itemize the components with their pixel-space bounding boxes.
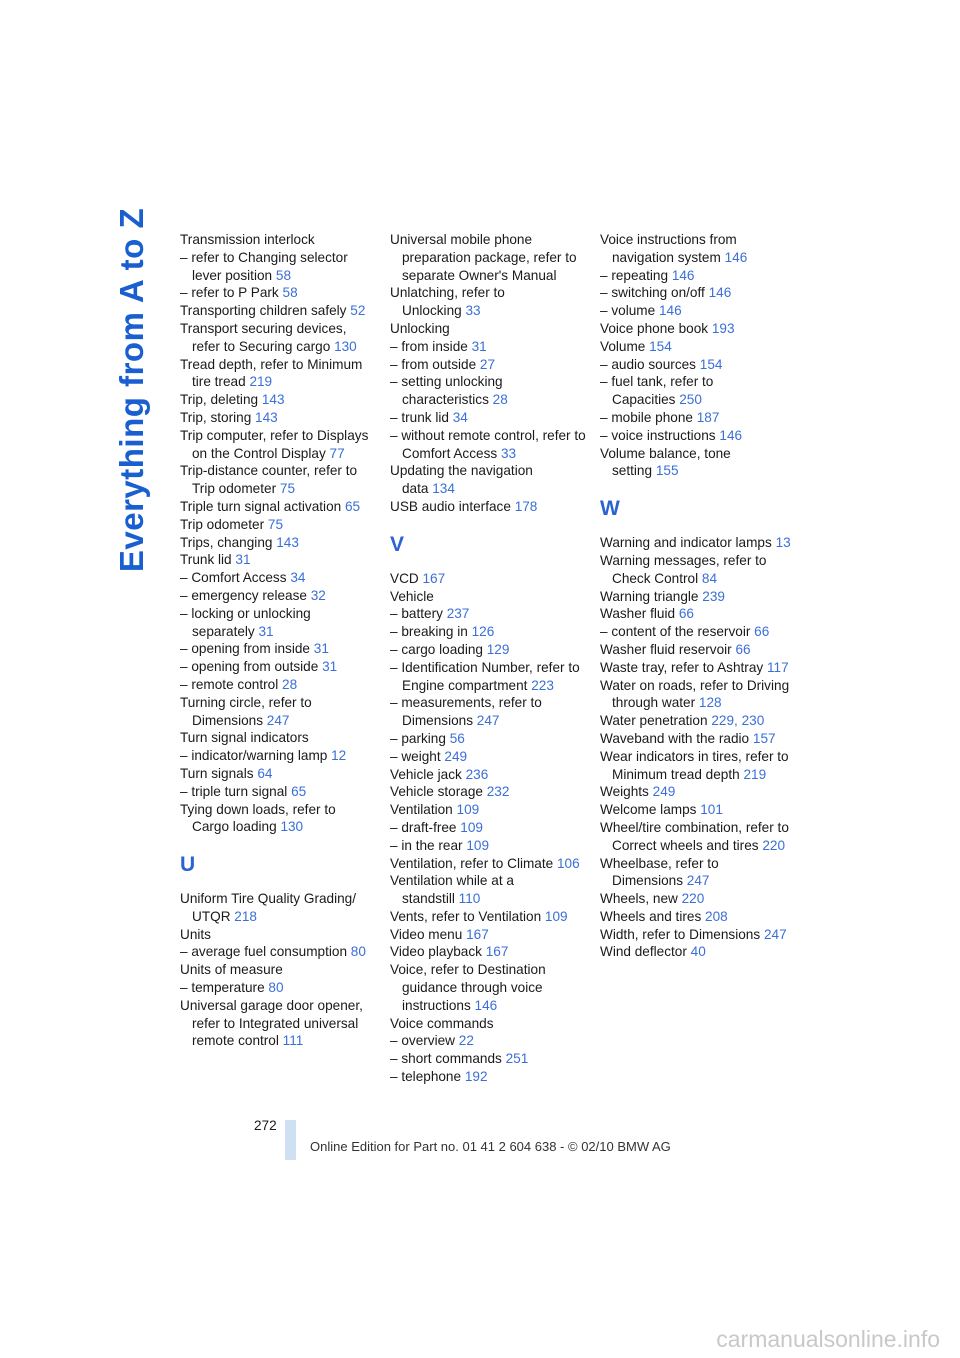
index-entry [180, 997, 376, 1050]
page-link[interactable]: 146 [671, 267, 695, 283]
entry-text: Transmission interlock [180, 232, 315, 247]
entry-text: Warning messages, refer to Check Control [600, 552, 767, 586]
entry-text: – temperature [180, 980, 265, 996]
entry-text: Wind deflector [600, 944, 687, 960]
index-entry [390, 231, 586, 284]
page-link[interactable]: 178 [514, 498, 538, 514]
index-entry [600, 783, 796, 801]
page-link[interactable]: 154 [649, 338, 672, 354]
page-link[interactable]: 117 [766, 659, 789, 675]
entry-text: – indicator/warning lamp [180, 748, 328, 764]
index-entry [180, 926, 376, 944]
page-link[interactable]: 75 [279, 481, 296, 497]
entry-text: – from inside [390, 338, 468, 354]
index-entry [600, 730, 796, 748]
page-link[interactable]: 13 [775, 535, 791, 551]
index-entry [600, 943, 796, 961]
index-entry [180, 694, 376, 730]
index-entry [390, 338, 586, 356]
entry-text: Wear indicators in tires, refer to Minimum tread depth [600, 748, 789, 782]
index-entry [600, 819, 796, 855]
page-link[interactable]: 80 [350, 944, 366, 960]
page-link[interactable]: 146 [708, 285, 732, 301]
page-link[interactable]: 66 [735, 641, 751, 657]
section-letter: V [390, 532, 405, 556]
page-link[interactable]: 34 [290, 570, 306, 586]
index-entry [600, 588, 796, 606]
index-entry [180, 890, 376, 926]
index-entry [180, 534, 376, 552]
entry-text: Units of measure [180, 962, 283, 978]
entry-text: Unlocking [390, 320, 450, 336]
index-entry [390, 462, 586, 498]
entry-text: – measurements, refer to Dimensions [390, 695, 542, 729]
entry-text: Warning triangle [600, 588, 699, 604]
entry-text: Transporting children safely [180, 303, 347, 319]
side-title [112, 207, 152, 573]
entry-text: Welcome lamps [600, 802, 697, 818]
entry-text: Video playback [390, 944, 482, 960]
entry-text: – triple turn signal [180, 783, 288, 799]
entry-text: Waveband with the radio [600, 730, 750, 746]
page-link[interactable]: 66 [678, 606, 694, 622]
index-entry [600, 338, 796, 356]
entry-text: Turn signal indicators [180, 730, 309, 746]
entry-text: – Comfort Access [180, 570, 287, 586]
entry-text: – emergency release [180, 587, 307, 603]
footer-bar [285, 1120, 296, 1160]
page-link[interactable]: 146 [658, 303, 682, 319]
index-entry [180, 979, 376, 997]
index-entry [180, 516, 376, 534]
page-link[interactable]: 58 [282, 285, 298, 301]
page-link[interactable]: 33 [500, 445, 517, 461]
entry-text: Trip, storing [180, 409, 252, 425]
page-link[interactable]: 219 [249, 374, 273, 390]
entry-text: Ventilation, refer to Climate [390, 855, 554, 871]
index-entry [600, 552, 796, 588]
entry-text: – from outside [390, 356, 477, 372]
page-link[interactable]: 130 [280, 819, 304, 835]
index-entry [390, 623, 586, 641]
page-link[interactable]: 143 [276, 534, 299, 550]
entry-text: – repeating [600, 267, 669, 283]
footer-text: Online Edition for Part no. 01 41 2 604 638 - © 02/10 BMW AG [310, 1139, 671, 1154]
entry-text: – volume [600, 303, 656, 319]
page-link[interactable]: 143 [261, 392, 285, 408]
entry-text: Wheels and tires [600, 908, 702, 924]
entry-text: – short commands [390, 1051, 502, 1067]
entry-text: Wheels, new [600, 891, 678, 907]
index-entry [390, 605, 586, 623]
page-link[interactable]: 249 [652, 784, 676, 800]
index-entry [180, 551, 376, 569]
entry-text: Ventilation while at a standstill [390, 873, 514, 907]
page-separator: , [734, 713, 742, 729]
page-link[interactable]: 130 [334, 338, 357, 354]
index-entry [390, 694, 586, 730]
entry-text: – refer to Changing selector lever position [180, 249, 348, 283]
entry-text: Volume balance, tone setting [600, 445, 731, 479]
entry-text: – switching on/off [600, 285, 705, 301]
entry-text: Trunk lid [180, 552, 232, 568]
page-link[interactable]: 134 [432, 481, 455, 497]
page-link[interactable]: 65 [291, 783, 307, 799]
page-link[interactable]: 143 [255, 409, 278, 425]
entry-text: – trunk lid [390, 409, 449, 425]
entry-text: Trip odometer [180, 516, 265, 532]
entry-text: – cargo loading [390, 641, 483, 657]
index-entry [180, 320, 376, 356]
page-link[interactable]: 77 [329, 445, 345, 461]
entry-text: Triple turn signal activation [180, 498, 342, 514]
page-link[interactable]: 167 [422, 570, 446, 586]
index-entry [390, 659, 586, 695]
page-link[interactable]: 28 [282, 676, 298, 692]
page-link[interactable]: 247 [763, 926, 787, 942]
index-entry [180, 605, 376, 641]
entry-text: – content of the reservoir [600, 624, 751, 640]
page-link[interactable]: 167 [466, 926, 489, 942]
page-link[interactable]: 155 [655, 463, 679, 479]
page-link[interactable]: 31 [322, 659, 338, 675]
entry-text: Trips, changing [180, 534, 273, 550]
index-entry [600, 302, 796, 320]
entry-text: Uniform Tire Quality Grading/ UTQR [180, 891, 357, 924]
entry-text: – remote control [180, 676, 279, 692]
index-entry [180, 462, 376, 498]
entry-text: Transport securing devices, refer to Securing cargo [180, 320, 347, 354]
entry-text: Universal mobile phone preparation package, refer to separate Owner's Manual [390, 232, 577, 283]
entry-text: Width, refer to Dimensions [600, 926, 761, 942]
entry-text: Trip computer, refer to Displays on the Control Display [180, 427, 369, 461]
index-entry [180, 587, 376, 605]
index-entry [600, 534, 796, 552]
page-link[interactable]: 220 [762, 837, 786, 853]
page-link[interactable]: 28 [492, 392, 508, 408]
page-link[interactable]: 52 [350, 303, 366, 319]
page-link[interactable]: 230 [741, 713, 765, 729]
index-entry [390, 872, 586, 908]
index-entry [180, 391, 376, 409]
page-link[interactable]: 247 [266, 712, 290, 728]
entry-text: Vehicle storage [390, 784, 483, 800]
entry-text: – breaking in [390, 624, 468, 640]
index-entry [180, 302, 376, 320]
index-entry [390, 766, 586, 784]
side-title-text: Everything from A to Z [113, 207, 150, 573]
index-entry [390, 1050, 586, 1068]
entry-text: Waste tray, refer to Ashtray [600, 659, 764, 675]
entry-text: Turning circle, refer to Dimensions [180, 694, 312, 728]
entry-text: Voice commands [390, 1015, 494, 1031]
entry-text: – mobile phone [600, 409, 693, 425]
index-entry [600, 659, 796, 677]
page-link[interactable]: 220 [681, 891, 705, 907]
entry-text: Vehicle [390, 588, 434, 604]
page-link[interactable]: 31 [235, 552, 251, 568]
page-link[interactable]: 126 [471, 624, 495, 640]
page-link[interactable]: 250 [679, 392, 702, 408]
index-entry [180, 498, 376, 516]
index-entry [390, 748, 586, 766]
index-entry [390, 1032, 586, 1050]
page-link[interactable]: 146 [474, 997, 498, 1013]
index-entry [600, 855, 796, 891]
entry-text: Water on roads, refer to Driving through water [600, 677, 790, 711]
entry-text: Washer fluid [600, 606, 676, 622]
watermark: carmanualsonline.info [716, 1326, 940, 1352]
index-entry [390, 570, 586, 588]
page-link[interactable]: 101 [700, 802, 723, 818]
index-entry [600, 641, 796, 659]
index-column-1 [180, 231, 376, 1050]
page-link[interactable]: 64 [257, 765, 273, 781]
index-entry [390, 320, 586, 338]
entry-text: – opening from outside [180, 659, 319, 675]
page-link[interactable]: 129 [486, 641, 510, 657]
page-link[interactable]: 31 [471, 338, 487, 354]
entry-text: Wheel/tire combination, refer to Correct wheels and tires [600, 819, 789, 853]
page-link[interactable]: 193 [711, 320, 735, 336]
entry-text: Vehicle jack [390, 766, 462, 782]
index-entry [180, 801, 376, 837]
page-link[interactable]: 146 [719, 427, 743, 443]
entry-text: – Identification Number, refer to Engine compartment [390, 659, 580, 693]
index-entry [390, 373, 586, 409]
index-entry [390, 908, 586, 926]
page-link[interactable]: 218 [234, 908, 257, 924]
index-entry [600, 605, 796, 623]
index-entry [600, 748, 796, 784]
page-link[interactable]: 111 [282, 1033, 304, 1049]
index-entry [180, 961, 376, 979]
index-entry [600, 267, 796, 285]
entry-text: Volume [600, 338, 646, 354]
page-link[interactable]: 27 [479, 356, 496, 372]
page-number: 272 [254, 1118, 277, 1133]
entry-text: – overview [390, 1033, 455, 1049]
entry-text: – opening from inside [180, 641, 310, 657]
index-entry [180, 569, 376, 587]
index-entry [390, 641, 586, 659]
section-letter: U [180, 853, 196, 877]
page-link[interactable]: 251 [505, 1051, 529, 1067]
entry-text: Voice phone book [600, 320, 709, 336]
page-link[interactable]: 31 [258, 623, 274, 639]
page-link[interactable]: 109 [456, 802, 480, 818]
entry-text: – telephone [390, 1069, 462, 1085]
entry-text: Units [180, 926, 211, 942]
index-entry [390, 1068, 586, 1086]
index-entry [180, 943, 376, 961]
page-link[interactable]: 109 [544, 908, 568, 924]
entry-text: Tread depth, refer to Minimum tire tread [180, 356, 363, 390]
entry-text: Voice instructions from navigation system [600, 232, 737, 265]
index-entry [390, 730, 586, 748]
index-entry [180, 729, 376, 747]
index-entry [390, 284, 586, 320]
page-link[interactable]: 58 [275, 267, 292, 283]
entry-text: VCD [390, 570, 419, 586]
entry-text: Weights [600, 784, 649, 800]
index-entry [180, 676, 376, 694]
page-link[interactable]: 249 [444, 748, 468, 764]
index-entry [600, 908, 796, 926]
index-entry [180, 409, 376, 427]
index-entry [600, 677, 796, 713]
index-column-3 [600, 231, 796, 961]
page-link[interactable]: 187 [696, 409, 720, 425]
entry-text: Trip-distance counter, refer to Trip odometer [180, 463, 358, 497]
index-entry [180, 765, 376, 783]
index-entry [390, 498, 586, 516]
index-entry [180, 231, 376, 249]
page-link[interactable]: 237 [446, 606, 470, 622]
index-entry [180, 284, 376, 302]
page-link[interactable]: 33 [465, 303, 481, 319]
entry-text: Tying down loads, refer to Cargo loading [180, 801, 336, 835]
page-link[interactable]: 34 [452, 409, 468, 425]
page-link[interactable]: 229 [711, 713, 735, 729]
page-link[interactable]: 239 [702, 588, 725, 604]
entry-text: – battery [390, 606, 443, 622]
index-entry [180, 783, 376, 801]
entry-text: Trip, deleting [180, 392, 259, 408]
entry-text: Video menu [390, 926, 463, 942]
entry-text: Unlatching, refer to Unlocking [390, 285, 505, 319]
entry-text: – parking [390, 730, 446, 746]
index-entry [390, 855, 586, 873]
index-entry [180, 427, 376, 463]
entry-text: – average fuel consumption [180, 944, 348, 960]
entry-text: – without remote control, refer to Comfort Access [390, 427, 586, 461]
index-entry [180, 747, 376, 765]
entry-text: – refer to P Park [180, 285, 279, 301]
page-link[interactable]: 32 [310, 587, 326, 603]
entry-text: Water penetration [600, 713, 708, 729]
index-entry [180, 658, 376, 676]
index-entry [600, 373, 796, 409]
index-entry [390, 783, 586, 801]
index-entry [390, 427, 586, 463]
index-entry [600, 356, 796, 374]
entry-text: Voice, refer to Destination guidance through voice instructions [390, 962, 546, 1013]
page-link[interactable]: 146 [724, 249, 748, 265]
page-link[interactable]: 109 [460, 819, 483, 835]
page-link[interactable]: 219 [743, 766, 767, 782]
index-entry [390, 926, 586, 944]
page-link[interactable]: 80 [268, 980, 284, 996]
index-entry [600, 284, 796, 302]
page-link[interactable]: 208 [705, 908, 728, 924]
entry-text: USB audio interface [390, 498, 511, 514]
index-entry [390, 409, 586, 427]
index-entry [600, 320, 796, 338]
page-link[interactable]: 110 [458, 891, 481, 907]
page-link[interactable]: 75 [267, 516, 284, 532]
page-link[interactable]: 40 [690, 944, 706, 960]
entry-text: Updating the navigation data [390, 463, 533, 497]
entry-text: Wheelbase, refer to Dimensions [600, 855, 719, 889]
index-entry [390, 801, 586, 819]
index-entry [180, 249, 376, 285]
entry-text: Washer fluid reservoir [600, 641, 732, 657]
index-entry [600, 445, 796, 481]
index-entry [180, 640, 376, 658]
entry-text: Vents, refer to Ventilation [390, 908, 542, 924]
index-entry [600, 801, 796, 819]
page-link[interactable]: 106 [557, 855, 580, 871]
entry-text: – voice instructions [600, 427, 716, 443]
index-entry [600, 890, 796, 908]
page-link[interactable]: 22 [458, 1033, 474, 1049]
index-entry [600, 427, 796, 445]
index-entry [390, 356, 586, 374]
index-entry [390, 1015, 586, 1033]
index-entry [600, 623, 796, 641]
entry-text: – locking or unlocking separately [180, 605, 311, 639]
page-link[interactable]: 154 [699, 356, 723, 372]
page-link[interactable]: 65 [344, 498, 361, 514]
page-link[interactable]: 247 [686, 873, 710, 889]
page-link[interactable]: 12 [331, 748, 347, 764]
page-link[interactable]: 109 [466, 837, 490, 853]
index-entry [390, 819, 586, 837]
entry-text: Universal garage door opener, refer to Integrated universal remote control [180, 997, 363, 1049]
page-link[interactable]: 223 [531, 677, 554, 693]
entry-text: – draft-free [390, 819, 457, 835]
index-entry [180, 356, 376, 392]
page-link[interactable]: 84 [701, 570, 718, 586]
page-link[interactable]: 247 [476, 713, 500, 729]
page-link[interactable]: 236 [465, 766, 489, 782]
entry-text: – weight [390, 748, 441, 764]
page-link[interactable]: 128 [698, 695, 722, 711]
page-link[interactable]: 66 [754, 624, 770, 640]
index-entry [390, 588, 586, 606]
index-entry [600, 926, 796, 944]
entry-text: – fuel tank, refer to Capacities [600, 374, 714, 408]
page-link[interactable]: 31 [313, 641, 329, 657]
entry-text: – setting unlocking characteristics [390, 374, 503, 408]
entry-text: – in the rear [390, 837, 463, 853]
index-column-2 [390, 231, 586, 1086]
index-entry [600, 712, 796, 730]
section-letter: W [600, 497, 620, 521]
page-link[interactable]: 192 [464, 1069, 488, 1085]
page-link[interactable]: 157 [752, 730, 776, 746]
page-link[interactable]: 167 [485, 944, 509, 960]
index-entry [390, 961, 586, 1014]
index-entry [390, 943, 586, 961]
entry-text: – audio sources [600, 356, 696, 372]
entry-text: Turn signals [180, 765, 254, 781]
index-entry [390, 837, 586, 855]
page-link[interactable]: 56 [449, 730, 465, 746]
index-entry [600, 409, 796, 427]
entry-text: Ventilation [390, 802, 453, 818]
index-entry [600, 231, 796, 267]
entry-text: Warning and indicator lamps [600, 535, 772, 551]
page-link[interactable]: 232 [486, 784, 510, 800]
